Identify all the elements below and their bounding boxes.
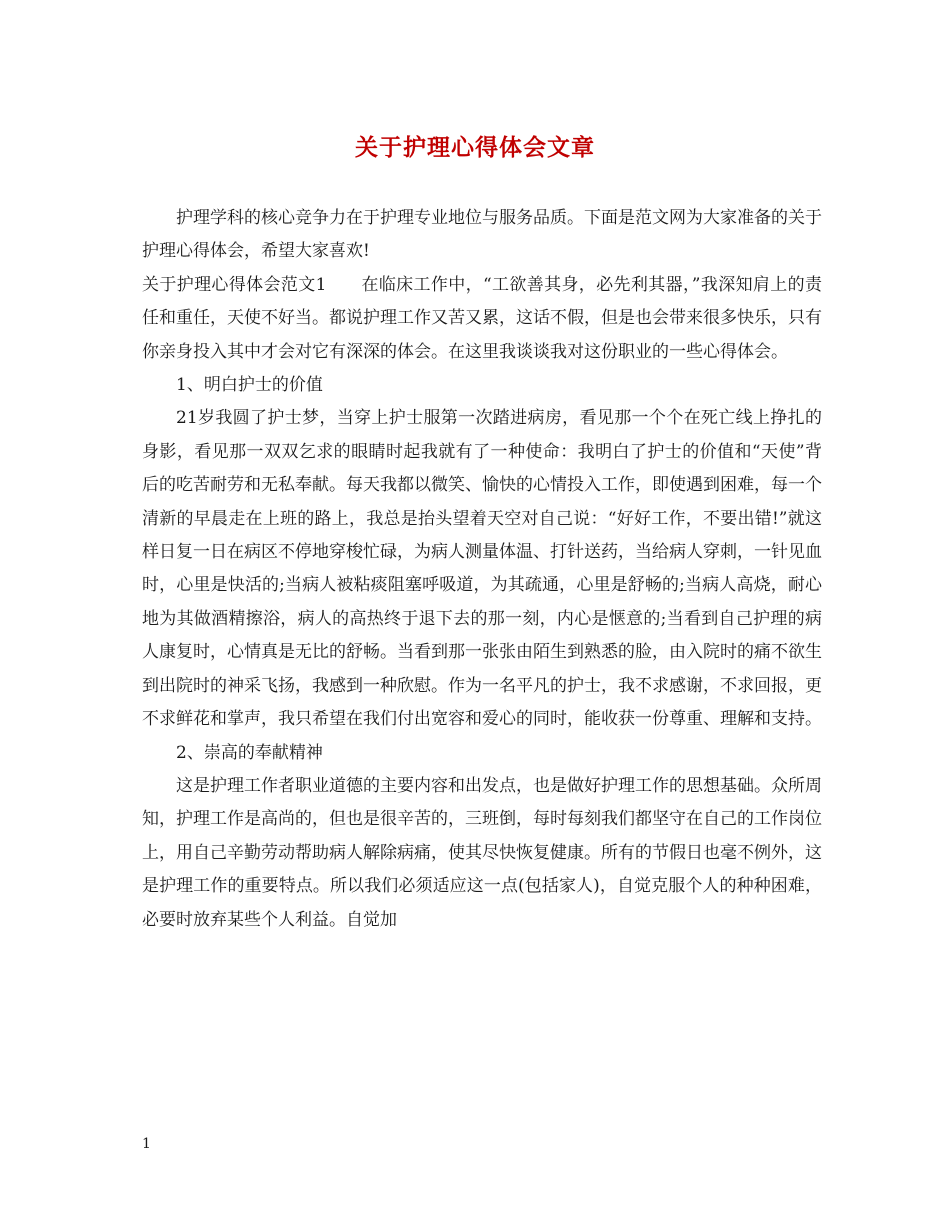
- document-body: [142, 202, 822, 937]
- section-heading-1: 1、明白护士的价值: [176, 375, 323, 396]
- section-heading-2: 2、崇高的奉献精神: [176, 742, 323, 763]
- paragraph-section-2: 这是护理工作者职业道德的主要内容和出发点，也是做好护理工作的思想基础。众所周知，护理工作是高尚的，但也是很辛苦的，三班倒，每时每刻我们都坚守在自己的工作岗位上，用自己辛勤劳动帮助病人解除病痛，使其尽快恢复健康。所有的节假日也毫不例外，这是护理工作的重要特点。所以我们必须适应这一点(包括家人)，自觉克服个人的种种困难，必要时放弃某些个人利益。自觉加: [142, 775, 822, 930]
- paragraph-intro: 护理学科的核心竞争力在于护理专业地位与服务品质。下面是范文网为大家准备的关于护理心得体会，希望大家喜欢!: [142, 208, 822, 262]
- page-number: 1: [142, 1136, 151, 1152]
- document-title: 关于护理心得体会文章: [355, 134, 595, 161]
- paragraph-section-1: 21岁我圆了护士梦，当穿上护士服第一次踏进病房，看见那一个个在死亡线上挣扎的身影，看见那一双双乞求的眼睛时起我就有了一种使命：我明白了护士的价值和“天使”背后的吃苦耐劳和无私奉献。每天我都以微笑、愉快的心情投入工作，即使遇到困难，每一个清新的早晨走在上班的路上，我总是抬头望着天空对自己说：“好好工作，不要出错!”就这样日复一日在病区不停地穿梭忙碌，为病人测量体温、打针送药，当给病人穿刺，一针见血时，心里是快活的;当病人被粘痰阻塞呼吸道，为其疏通，心里是舒畅的;当病人高烧，耐心地为其做酒精擦浴，病人的高热终于退下去的那一刻，内心是惬意的;当看到自己护理的病人康复时，心情真是无比的舒畅。当看到那一张张由陌生到熟悉的脸，由入院时的痛不欲生到出院时的神采飞扬，我感到一种欣慰。作为一名平凡的护士，我不求感谢，不求回报，更不求鲜花和掌声，我只希望在我们付出宽容和爱心的同时，能收获一份尊重、理解和支持。: [142, 408, 822, 730]
- paragraph-sample-1: 关于护理心得体会范文1 在临床工作中，“工欲善其身，必先利其器，”我深知肩上的责任和重任，天使不好当。都说护理工作又苦又累，这话不假，但是也会带来很多快乐，只有你亲身投入其中才会对它有深深的体会。在这里我谈谈我对这份职业的一些心得体会。: [142, 274, 822, 362]
